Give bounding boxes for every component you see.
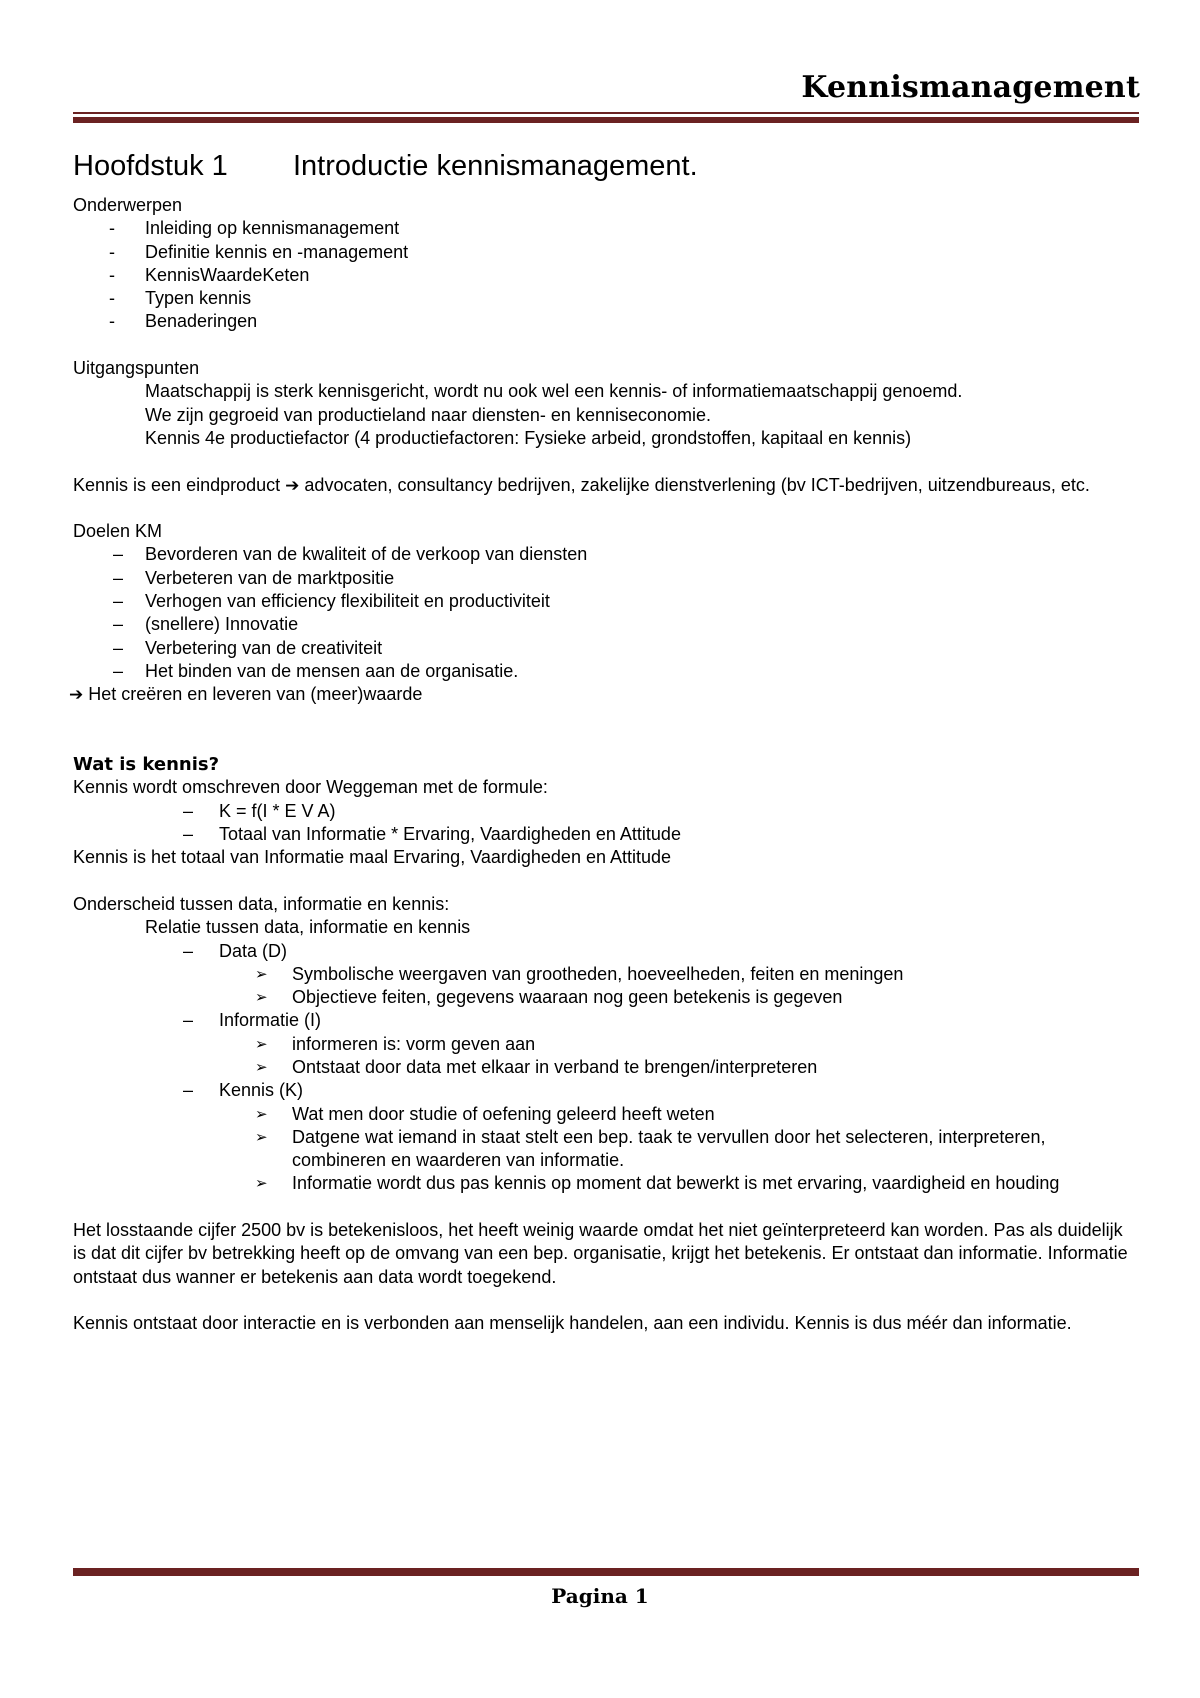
section-heading: Wat is kennis? [73,754,220,776]
uitgangspunten-label: Uitgangspunten [73,358,200,379]
list-item: - Benaderingen [73,310,1139,333]
list-item: - Typen kennis [73,287,1139,310]
relatie-line: Relatie tussen data, informatie en kennis [145,917,471,938]
list-item: - Definitie kennis en -management [73,241,1139,264]
list-item: ➢ Objectieve feiten, gegevens waaraan nog geen betekenis is gegeven [73,986,1139,1009]
dash-bullet: - [109,311,115,332]
list-item: ➢ Datgene wat iemand in staat stelt een bep. taak te vervullen door het selecteren, interpreteren, combineren en waarderen van informatie. [255,1126,1046,1171]
list-item: – Verbetering van de creativiteit [73,637,1139,660]
chapter-heading [73,148,1139,184]
header-rule-thick [73,117,1139,123]
en-dash-bullet: – [183,1080,194,1101]
eindproduct-paragraph: Kennis is een eindproduct ➔ advocaten, consultancy bedrijven, zakelijke dienstverlening (bv ICT-bedrijven, uitzendbureaus, etc. [73,474,1090,495]
paragraph: Kennis ontstaat door interactie en is verbonden aan menselijk handelen, aan een individu. Kennis is dus méér dan informatie. [73,1313,1072,1334]
list-item: ➢ Wat men door studie of oefening geleerd heeft weten [73,1103,1139,1126]
formula-summary: Kennis is het totaal van Informatie maal Ervaring, Vaardigheden en Attitude [73,847,672,868]
list-item: - Inleiding op kennismanagement [73,217,1139,240]
page-content [69,148,1139,1336]
running-header-title: Kennismanagement [801,70,1140,105]
list-item: ➢ Informatie wordt dus pas kennis op moment dat bewerkt is met ervaring, vaardigheid en houding [73,1172,1139,1195]
dash-bullet: - [109,288,115,309]
onderscheid-label: Onderscheid tussen data, informatie en kennis: [73,893,450,914]
list-item: – Verbeteren van de marktpositie [73,567,1139,590]
uitgangspunt-line: Maatschappij is sterk kennisgericht, wordt nu ook wel een kennis- of informatiemaatschappij genoemd. [145,381,963,402]
paragraph: Het losstaande cijfer 2500 bv is betekenisloos, het heeft weinig waarde omdat het niet geïnterpreteerd kan worden. Pas als duidelijk is dat dit cijfer bv betrekking heeft op de omvang van een bep. organisatie, krijgt het betekenis. Er ontstaat dan informatie. Informatie ontstaat dus wanner er betekenis aan data wordt toegekend. [73,1220,1128,1287]
list-item: – Data (D) [73,940,1139,963]
list-item: – Kennis (K) [73,1079,1139,1102]
en-dash-bullet: – [183,824,194,845]
en-dash-bullet: – [113,660,124,681]
arrowhead-bullet-icon: ➢ [255,1128,268,1146]
arrowhead-bullet-icon: ➢ [255,1058,268,1076]
header-rule-thin [73,112,1139,114]
list-item: – Bevorderen van de kwaliteit of de verkoop van diensten [73,543,1139,566]
list-item: ➢ Ontstaat door data met elkaar in verband te brengen/interpreteren [73,1056,1139,1079]
list-item: ➢ informeren is: vorm geven aan [73,1033,1139,1056]
list-item: – Het binden van de mensen aan de organisatie. [73,660,1139,683]
doelen-label: Doelen KM [73,521,163,542]
formula-intro: Kennis wordt omschreven door Weggeman met de formule: [73,777,548,798]
uitgangspunt-line: Kennis 4e productiefactor (4 productiefactoren: Fysieke arbeid, grondstoffen, kapitaal en kennis) [145,427,912,448]
chapter-title: Introductie kennismanagement. [293,150,698,182]
arrowhead-bullet-icon: ➢ [255,1035,268,1053]
chapter-number: Hoofdstuk 1 [73,150,228,182]
list-item: – Verhogen van efficiency flexibiliteit en productiviteit [73,590,1139,613]
en-dash-bullet: – [183,800,194,821]
page-number: Pagina 1 [551,1584,649,1608]
arrowhead-bullet-icon: ➢ [255,1105,268,1123]
en-dash-bullet: – [113,591,124,612]
right-arrow-icon: ➔ [69,685,84,705]
list-item: - KennisWaardeKeten [73,264,1139,287]
onderwerpen-label: Onderwerpen [73,195,183,215]
en-dash-bullet: – [113,544,124,565]
en-dash-bullet: – [183,1010,194,1031]
en-dash-bullet: – [113,567,124,588]
list-item: ➢ Symbolische weergaven van grootheden, hoeveelheden, feiten en meningen [73,963,1139,986]
en-dash-bullet: – [113,637,124,658]
right-arrow-icon: ➔ [285,475,300,495]
uitgangspunt-line: We zijn gegroeid van productieland naar diensten- en kenniseconomie. [145,404,712,425]
arrowhead-bullet-icon: ➢ [255,1175,268,1193]
en-dash-bullet: – [113,614,124,635]
list-item: – Informatie (I) [73,1009,1139,1032]
list-item: – K = f(I * E V A) [73,800,1139,823]
arrowhead-bullet-icon: ➢ [255,965,268,983]
list-item: – Totaal van Informatie * Ervaring, Vaardigheden en Attitude [73,823,1139,846]
doelen-conclusion: ➔ Het creëren en leveren van (meer)waarde [69,684,423,705]
dash-bullet: - [109,218,115,239]
en-dash-bullet: – [183,940,194,961]
dash-bullet: - [109,264,115,285]
arrowhead-bullet-icon: ➢ [255,989,268,1007]
list-item: – (snellere) Innovatie [73,613,1139,636]
footer-rule [73,1568,1139,1576]
dash-bullet: - [109,241,115,262]
